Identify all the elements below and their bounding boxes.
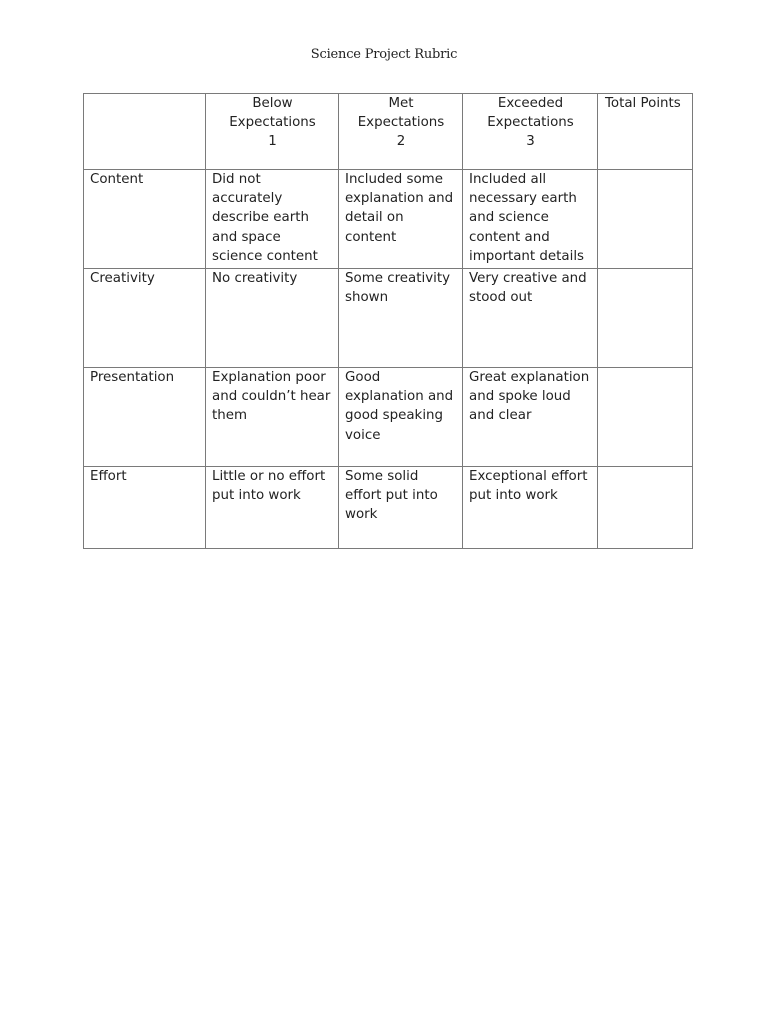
total-points-cell — [598, 368, 693, 467]
header-cell-total-points: Total Points — [598, 94, 693, 170]
below-expectations-cell: Explanation poor and couldn’t hear them — [206, 368, 339, 467]
header-level-points: 3 — [526, 134, 535, 150]
total-points-cell — [598, 269, 693, 368]
header-level-label: Expectations — [357, 115, 445, 131]
table-row — [84, 269, 693, 368]
exceeded-expectations-cell: Exceptional effort put into work — [463, 467, 598, 549]
met-expectations-cell: Some solid effort put into work — [339, 467, 463, 549]
rubric-table — [83, 93, 693, 549]
header-level-label: Expectations — [229, 115, 316, 131]
criterion-cell: Presentation — [84, 368, 206, 467]
header-level-label: Below — [252, 96, 293, 111]
below-expectations-cell: Did not accurately describe earth and space science content — [206, 170, 339, 269]
header-level-points: 2 — [396, 134, 406, 150]
exceeded-expectations-cell: Great explanation and spoke loud and clear — [463, 368, 598, 467]
below-expectations-cell: Little or no effort put into work — [206, 467, 339, 549]
criterion-cell: Effort — [84, 467, 206, 549]
met-expectations-cell: Included some explanation and detail on content — [339, 170, 463, 269]
criterion-cell: Content — [84, 170, 206, 269]
below-expectations-cell: No creativity — [206, 269, 339, 368]
table-row — [84, 368, 693, 467]
header-cell-criterion — [84, 94, 206, 170]
header-level-label: Expectations — [487, 115, 574, 131]
exceeded-expectations-cell: Very creative and stood out — [463, 269, 598, 368]
header-level-label: Exceeded — [497, 96, 564, 111]
criterion-cell: Creativity — [84, 269, 206, 368]
table-row — [84, 467, 693, 549]
header-level-label: Met — [388, 96, 414, 111]
met-expectations-cell: Some creativity shown — [339, 269, 463, 368]
met-expectations-cell: Good explanation and good speaking voice — [339, 368, 463, 467]
header-cell-exceeded-expectations — [463, 94, 598, 170]
exceeded-expectations-cell: Included all necessary earth and science content and important details — [463, 170, 598, 269]
page-title: Science Project Rubric — [310, 47, 458, 62]
header-cell-met-expectations — [339, 94, 463, 170]
total-points-cell — [598, 467, 693, 549]
table-row — [84, 170, 693, 269]
table-header-row — [84, 94, 693, 170]
header-cell-below-expectations — [206, 94, 339, 170]
total-points-cell — [598, 170, 693, 269]
header-level-points: 1 — [268, 134, 277, 150]
